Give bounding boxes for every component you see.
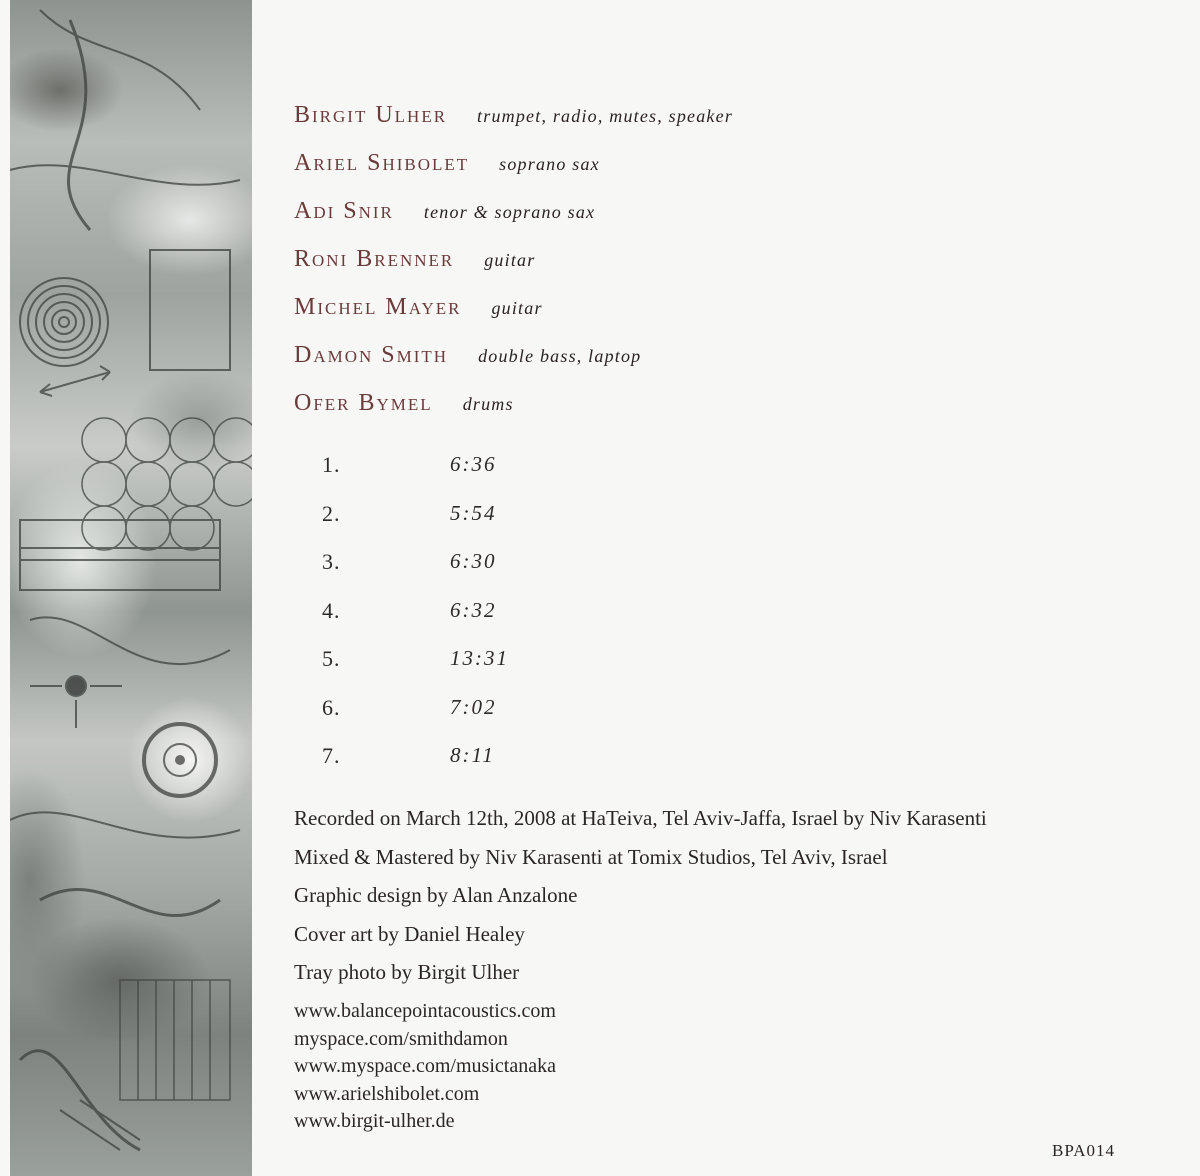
musician-name: Michel Mayer xyxy=(294,294,462,320)
credit-line: Mixed & Mastered by Niv Karasenti at Tomix Studios, Tel Aviv, Israel xyxy=(294,844,888,869)
track-duration: 6:32 xyxy=(450,597,497,622)
track-duration: 8:11 xyxy=(450,743,495,767)
musician-row xyxy=(294,198,595,228)
abstract-collage-art xyxy=(0,0,252,1176)
musician-name: Ofer Bymel xyxy=(294,390,433,416)
track-duration: 7:02 xyxy=(450,694,497,719)
credit-line: Recorded on March 12th, 2008 at HaTeiva, Tel Aviv-Jaffa, Israel by Niv Karasenti xyxy=(294,806,987,830)
track-number: 6. xyxy=(322,694,341,720)
musician-name: Ariel Shibolet xyxy=(294,150,470,176)
track-duration: 6:30 xyxy=(450,549,497,573)
scan-border xyxy=(0,0,10,1176)
track-number: 4. xyxy=(322,597,341,623)
website-link: www.birgit-ulher.de xyxy=(294,1110,455,1132)
musician-instrument: trumpet, radio, mutes, speaker xyxy=(477,106,734,126)
musician-row xyxy=(294,246,535,276)
website-link: www.balancepointacoustics.com xyxy=(294,1000,556,1022)
musician-instrument: tenor & soprano sax xyxy=(423,202,596,222)
musician-instrument: soprano sax xyxy=(499,154,600,174)
cover-artwork-strip xyxy=(0,0,252,1176)
credit-line: Tray photo by Birgit Ulher xyxy=(294,960,520,984)
musician-instrument: guitar xyxy=(484,250,536,270)
track-duration: 6:36 xyxy=(450,452,497,476)
musician-name: Damon Smith xyxy=(294,342,449,368)
musician-row xyxy=(294,150,600,180)
track-number: 3. xyxy=(322,549,341,574)
track-number: 2. xyxy=(322,500,341,526)
credit-line: Graphic design by Alan Anzalone xyxy=(294,883,578,907)
musician-name: Roni Brenner xyxy=(294,246,455,272)
track-duration: 13:31 xyxy=(450,646,509,670)
credit-line: Cover art by Daniel Healey xyxy=(294,921,525,946)
musician-instrument: double bass, laptop xyxy=(478,346,642,366)
musician-name: Adi Snir xyxy=(294,198,394,224)
musician-name: Birgit Ulher xyxy=(294,102,448,128)
catalog-number: BPA014 xyxy=(1052,1141,1116,1160)
musician-row xyxy=(294,390,514,420)
track-duration: 5:54 xyxy=(450,500,497,525)
musician-row xyxy=(294,102,733,132)
website-link: myspace.com/smithdamon xyxy=(294,1027,508,1050)
musician-instrument: drums xyxy=(462,394,514,414)
track-number: 7. xyxy=(322,743,341,768)
musician-row xyxy=(294,342,641,372)
track-number: 5. xyxy=(322,646,341,671)
track-number: 1. xyxy=(322,452,341,477)
musician-row xyxy=(294,294,543,324)
website-link: www.arielshibolet.com xyxy=(294,1082,480,1105)
musician-instrument: guitar xyxy=(491,298,543,318)
website-link: www.myspace.com/musictanaka xyxy=(294,1055,556,1077)
